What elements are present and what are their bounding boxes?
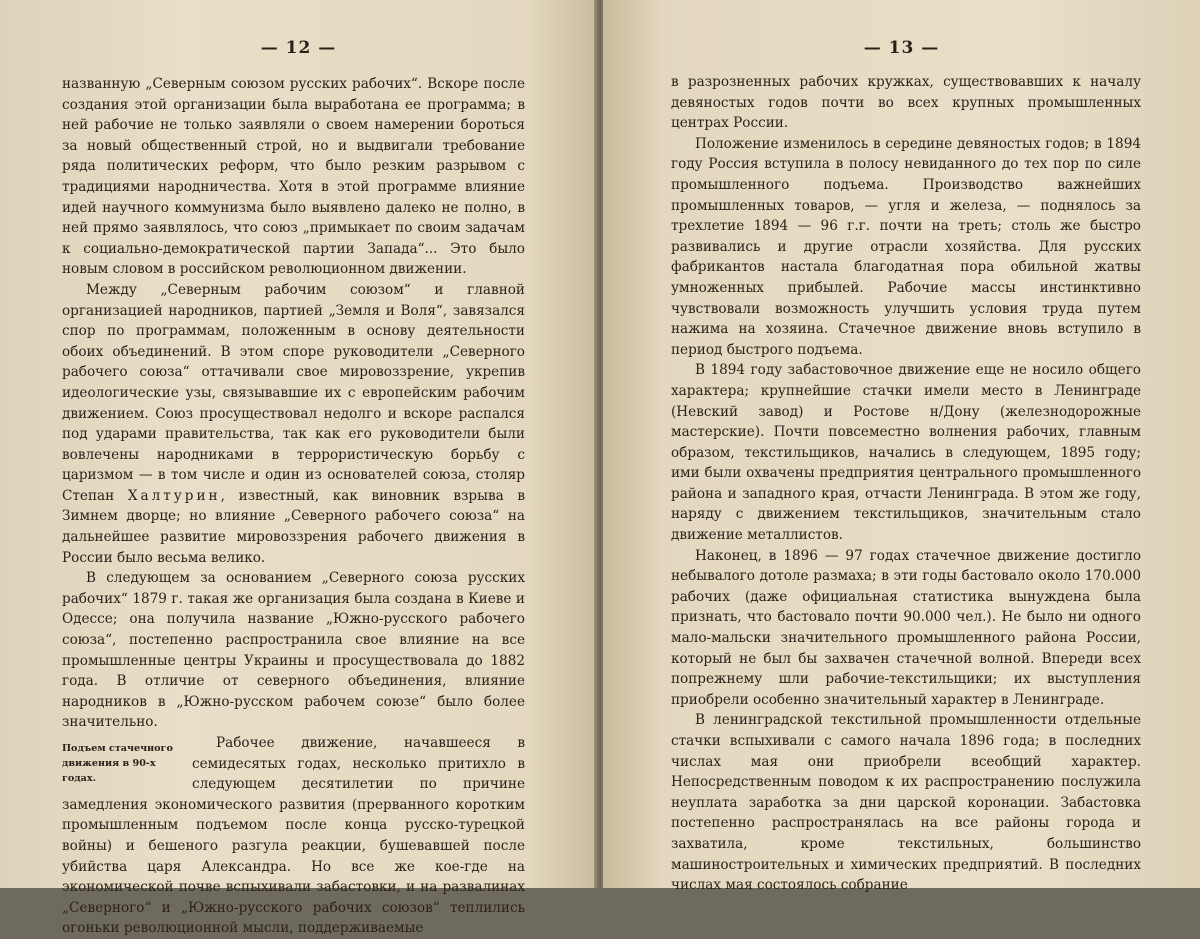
page-number-right: — 13 — xyxy=(863,38,940,58)
name-khalturin: Халтурин xyxy=(127,487,221,504)
left-page-text xyxy=(62,74,525,939)
paragraph-left-2-body: Между „Северным рабочим союзом“ и главной организацией народников, партией „Земля и Воля“, завязался спор по программам, положенным в основу деятельности обоих объединений. В этом споре руководители „Северного рабочего союза“ оттачивали свое мировоззрение, укрепив идеологические узы, связывавшие их с европейским рабочим движением. Союз просуществовал недолго и вскоре распался под ударами правительства, так как его руководители были вовлечены народниками в террористическую борьбу с царизмом — в том числе и один из основателей союза, столяр Степан xyxy=(62,281,525,504)
paragraph-right-2: Положение изменилось в середине девяностых годов; в 1894 году Россия вступила в полосу невиданного до тех пор по силе промышленного подъема. Производство важнейших промышленных товаров, — угля и железа, — поднялось за трехлетие 1894 — 96 г.г. почти на треть; столь же быстро развивались и другие отрасли хозяйства. Для русских фабрикантов настала благодатная пора обильной жатвы умноженных прибылей. Рабочие массы инстинктивно чувствовали возможность улучшить условия труда путем нажима на хозяина. Стачечное движение вновь вступило в период быстрого подъема. xyxy=(671,135,1141,358)
right-page-text xyxy=(671,72,1141,896)
paragraph-right-1: в разрозненных рабочих кружках, существовавших к началу девяностых годов почти во всех крупных промышленных центрах России. xyxy=(671,74,1141,132)
paragraph-right-3: В 1894 году забастовочное движение еще не носило общего характера; крупнейшие стачки имели место в Ленинграде (Невский завод) и Ростове н/Дону (железнодорожные мастерские). Почти повсеместно волнения рабочих, главным образом, текстильщиков, начались в следующем, 1895 году; ими были охвачены предприятия центрального промышленного района и западного края, отчасти Ленинграда. В этом же году, наряду с движением текстильщиков, значительным стало движение металлистов. xyxy=(671,362,1141,544)
paragraph-left-4: Рабочее движение, начавшееся в семидесятых годах, несколько притихло в следующем десятилетии по причине замедления экономического развития (прерванного коротким промышленным подъемом после конца русско-турецкой войны) и бешеного разгула реакции, бушевавшей после убийства царя Александра. Но все же кое-где на экономической почве вспыхивали забастовки, и на развалинах „Северного“ и „Южно-русского рабочих союзов“ теплились огоньки революционной мысли, поддерживаемые xyxy=(62,735,525,937)
margin-sidenote: Подъем стачечного движения в 90-х годах. xyxy=(62,743,173,784)
paragraph-left-2 xyxy=(62,280,525,568)
paragraph-right-5: В ленинградской текстильной промышленности отдельные стачки вспыхивали с самого начала 1896 года; в последних числах мая они приобрели всеобщий характер. Непосредственным поводом к их распространению послужила неуплата заработка за дни царской коронации. Забастовка постепенно распространялась на все районы города и захватила, кроме текстильных, большинство машиностроительных и химических предприятий. В последних числах мая состоялось собрание xyxy=(671,712,1141,894)
right-page xyxy=(603,0,1200,894)
page-number-left: — 12 — xyxy=(260,38,337,58)
paragraph-right-4: Наконец, в 1896 — 97 годах стачечное движение достигло небывалого дотоле размаха; в эти годы бастовало около 170.000 рабочих (даже официальная статистика вынуждена была признать, что бастовало почти 90.000 чел.). Не было ни одного мало-мальски значительного промышленного района России, который не был бы захвачен стачечной волной. Впереди всех попрежнему шли рабочие-текстильщики; их выступления приобрели особенно значительный характер в Ленинграде. xyxy=(671,547,1141,708)
left-page xyxy=(0,0,597,937)
sidenote-block xyxy=(62,733,525,939)
paragraph-left-3: В следующем за основанием „Северного союза русских рабочих“ 1879 г. такая же организация была создана в Киеве и Одессе; она получила название „Южно-русского рабочего союза“, постепенно распространила свое влияние на все промышленные центры Украины и просуществовала до 1882 года. В отличие от северного объединения, влияние народников в „Южно-русском рабочем союзе“ было более значительно. xyxy=(62,570,525,731)
paragraph-left-1: названную „Северным союзом русских рабочих“. Вскоре после создания этой организации была выработана ее программа; в ней рабочие не только заявляли о своем намерении бороться за новый общественный строй, но и выдвигали требование ряда политических реформ, что было резким разрывом с традициями народничества. Хотя в этой программе влияние идей научного коммунизма было выявлено далеко не полно, в ней прямо заявлялось, что союз „примыкает по своим задачам к социально-демократической партии Запада“... Это было новым словом в российском революционном движении. xyxy=(62,76,525,278)
paragraph-left-2-tail: , известный, как виновник взрыва в Зимнем дворце; но влияние „Северного рабочего союза“ на дальнейшее развитие мировоззрения рабочего движения в России было весьма велико. xyxy=(62,487,525,566)
